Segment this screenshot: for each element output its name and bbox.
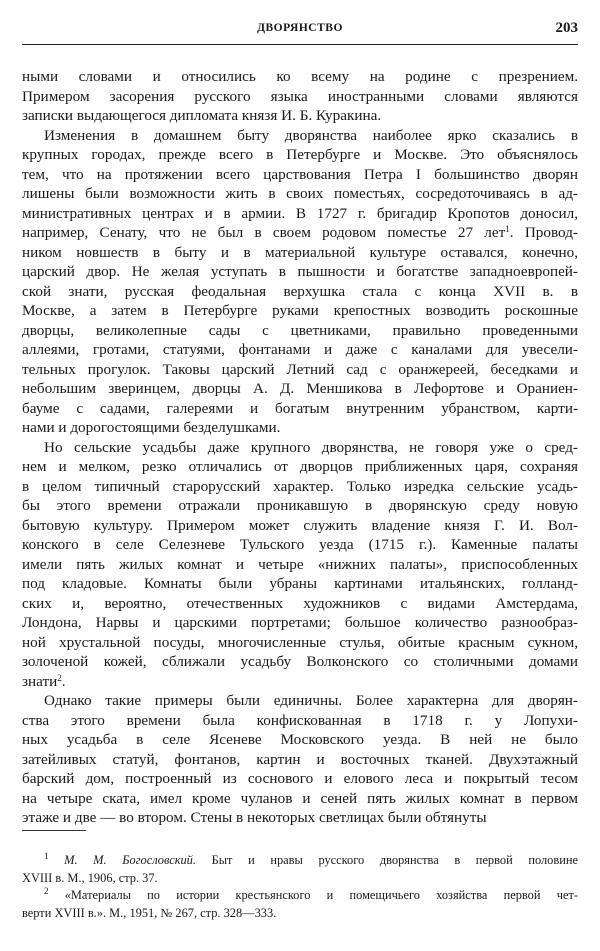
footnote-line	[22, 887, 578, 905]
footnote-author: М. М. Богословский.	[64, 853, 196, 867]
text-line: знати$^2$.	[22, 672, 66, 690]
text-line: бы этого времени отражали проникавшую в дворянскую среду новую	[22, 497, 578, 514]
header-rule	[22, 44, 578, 45]
text-line: ства этого времени была конфискованная в 1718 г. у Лопухи-	[22, 711, 578, 729]
text-line: ных усадьба в селе Ясеневе Московского уезда. В ней не было	[22, 731, 578, 748]
text-line: Москве, а затем в Петербурге руками крепостных возводить роскошные	[22, 302, 578, 319]
footnote-text: «Материалы по истории крестьянского и помещичьего хозяйства первой чет-	[64, 888, 578, 902]
text-line: этаже и две — во втором. Стены в некоторых светлицах были обтянуты	[22, 809, 487, 826]
text-line: например, Сенату, что не был в своем родовом поместье 27 лет$^1$. Провод-	[22, 224, 578, 241]
text-line: под кладовые. Комнаты были убраны картинами итальянских, голланд-	[22, 575, 578, 592]
text-line: Но сельские усадьбы даже крупного дворянства, не говоря уже о сред-	[44, 438, 578, 456]
text-line: бауме с садами, галереями и богатым внутренним убранством, карти-	[22, 399, 578, 417]
text-line: конского в селе Селезневе Тульского уезда (1715 г.). Каменные палаты	[22, 536, 578, 553]
footnote-mark: 2	[44, 886, 49, 896]
text-line: ских и, вероятно, отечественных художников с видами Амстердама,	[22, 594, 578, 612]
paragraph	[22, 438, 578, 692]
footnote-line	[22, 852, 578, 870]
footnote-ref[interactable]: 2	[57, 672, 62, 683]
footnote-mark: 1	[44, 851, 49, 861]
paragraph	[22, 67, 578, 126]
text-line: Примером засорения русского языка иностранными словами являются	[22, 87, 578, 105]
text-line: Однако такие примеры были единичны. Более характерна для дворян-	[44, 692, 578, 709]
page-number: 203	[555, 20, 578, 36]
text-line: затейливых статуй, фонтанов, картин и восточных тканей. Двухэтажный	[22, 750, 578, 768]
footnote-line: XVIII в. М., 1906, стр. 37.	[22, 870, 158, 885]
text-line: небольшим зверинцем, дворцы А. Д. Меншикова в Лефортове и Ораниен-	[22, 380, 578, 397]
text-line: аллеями, гротами, статуями, фонтанами и даже с каналами для увесели-	[22, 341, 578, 358]
text-line: дворцы, великолепные сады с цветниками, правильно проведенными	[22, 321, 578, 339]
text-line: Лондона, Нарвы и царскими портретами; большое количество разнообраз-	[22, 614, 578, 631]
footnotes	[22, 852, 578, 922]
text-line: министративных центрах и в армии. В 1727 г. бригадир Кропотов доносил,	[22, 204, 578, 222]
text-line: тем, что на протяжении всего царствования Петра I большинство дворян	[22, 165, 578, 183]
paragraph	[22, 126, 578, 438]
text-line: имели пять жилых комнат и четыре «нижних палаты», приспособленных	[22, 555, 578, 573]
running-head	[22, 18, 578, 40]
text-line: ником новшеств в быту и в материальной культуре оставался, конечно,	[22, 243, 578, 261]
text-line: записки выдающегося дипломата князя И. Б. Куракина.	[22, 107, 382, 124]
paragraph	[22, 691, 578, 828]
chapter-title: ДВОРЯНСТВО	[257, 22, 343, 34]
footnote	[22, 887, 578, 922]
text-line: нами и дорогостоящими безделушками.	[22, 419, 281, 436]
text-line: барский дом, построенный из соснового и елового леса и покрытый тесом	[22, 770, 578, 787]
footnote-line: верти XVIII в.». М., 1951, № 267, стр. 328—333.	[22, 905, 277, 920]
text-line: золоченой кожей, сближали усадьбу Волконского со столичными домами	[22, 653, 578, 670]
text-line: Изменения в домашнем быту дворянства наиболее ярко сказались в	[44, 126, 578, 144]
footnote	[22, 852, 578, 887]
text-line: тельных прогулок. Таковы царский Летний сад с оранжереей, беседками и	[22, 360, 578, 378]
text-line: в целом типичный старорусский характер. Только изредка сельские усадь-	[22, 477, 578, 495]
text-line: крупных городах, прежде всего в Петербурге и Москве. Это объяснялось	[22, 146, 578, 163]
body-text	[22, 67, 578, 828]
footnote-rule	[22, 830, 86, 831]
text-line: ными словами и относились ко всему на родине с презрением.	[22, 68, 578, 85]
text-line: на четыре ската, имел кроме чуланов и сеней пять жилых комнат в первом	[22, 789, 578, 807]
footnote-ref[interactable]: 1	[505, 224, 510, 234]
text-line: царский двор. Не желая уступать в пышности и богатстве западноевропей-	[22, 263, 578, 280]
footnote-text: Быт и нравы русского дворянства в первой половине	[211, 853, 578, 867]
text-line: лишены были возможности жить в своих поместьях, сосредоточиваясь в ад-	[22, 185, 578, 202]
text-line: ной хрустальной посуды, многочисленные стулья, обитые красным сукном,	[22, 633, 578, 651]
text-line: нем и мелком, резко отличались от дворцов приближенных царя, сохраняя	[22, 458, 578, 475]
text-line: ской знати, русская феодальная верхушка стала с конца XVII в. в	[22, 282, 578, 300]
text-line: бытовую культуру. Примером может служить владение князя Г. И. Вол-	[22, 516, 578, 534]
